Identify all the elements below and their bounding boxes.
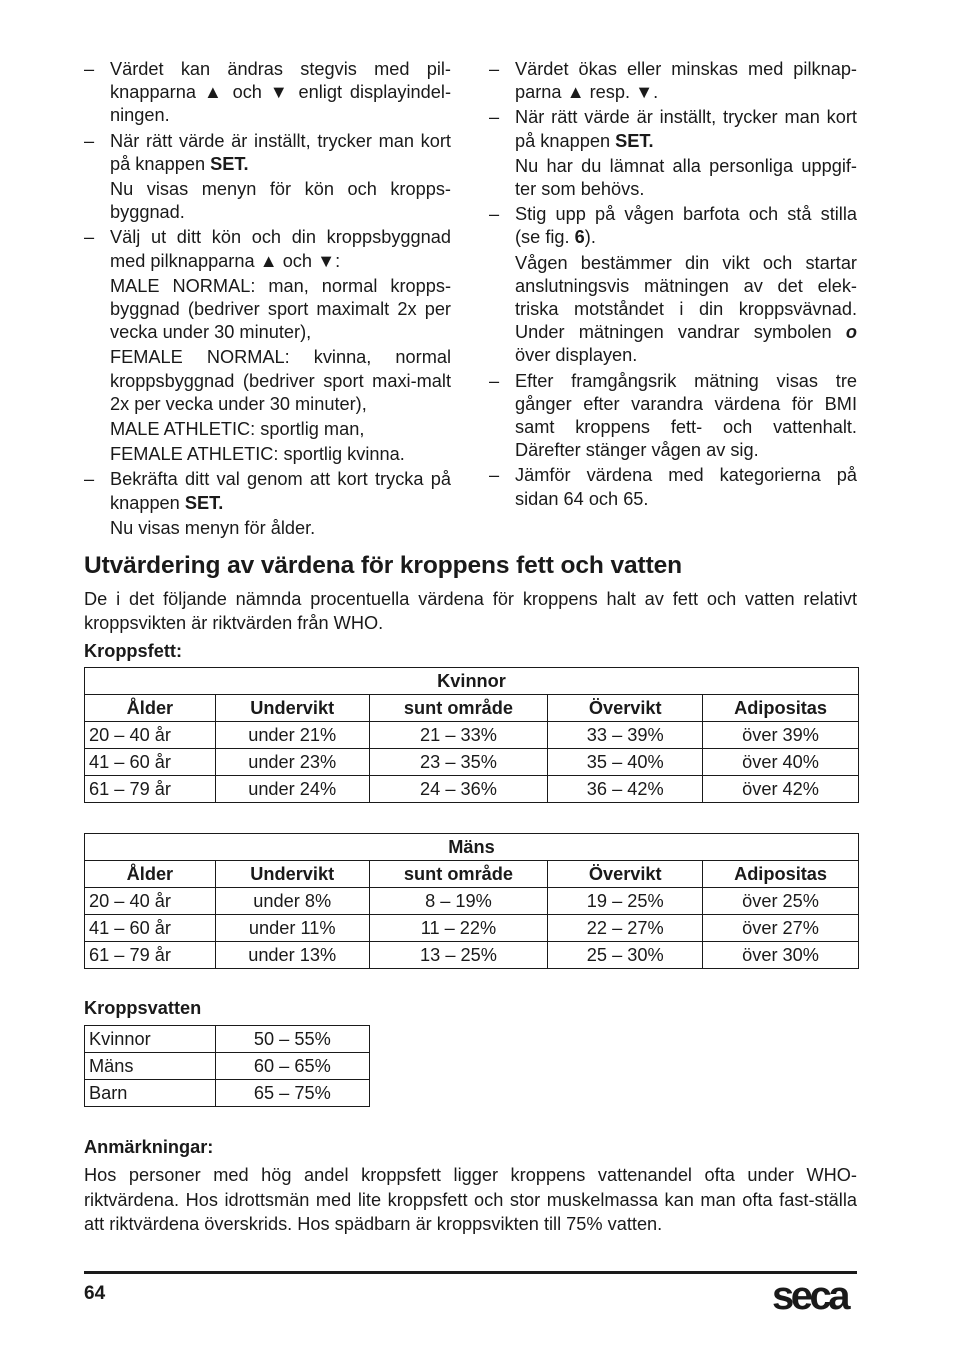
list-paragraph: Nu har du lämnat alla personliga uppgif-ter som behövs. [515,155,857,200]
col-header: sunt område [369,695,548,722]
table-cell: 41 – 60 år [85,749,216,776]
table-row [85,776,859,803]
table-cell: 21 – 33% [369,722,548,749]
table-cell: 41 – 60 år [85,915,216,942]
right-column [489,58,857,511]
table-cell: 61 – 79 år [85,942,216,969]
list-item: – Välj ut ditt kön och din kroppsbyggnad med pilknapparna ▲ och ▼: [84,226,451,272]
table-row [85,888,859,915]
list-item: – När rätt värde är inställt, trycker man kort på knappen SET. [489,106,857,152]
seca-logo: seca [772,1274,847,1318]
notes-label: Anmärkningar: [84,1137,214,1157]
table-cell: under 21% [215,722,369,749]
table-cell: under 23% [215,749,369,776]
list-item: – Jämför värdena med kategorierna på sidan 64 och 65. [489,464,857,510]
table-cell: 8 – 19% [369,888,548,915]
table-cell: 33 – 39% [548,722,703,749]
table-cell: Barn [85,1080,216,1107]
table-cell: 22 – 27% [548,915,703,942]
table-cell: 23 – 35% [369,749,548,776]
table-cell: över 40% [703,749,859,776]
col-header: Ålder [85,861,216,888]
page-number: 64 [84,1283,106,1304]
men-table-title: Mäns [85,834,859,861]
table-cell: under 24% [215,776,369,803]
list-paragraph: FEMALE ATHLETIC: sportlig kvinna. [110,444,405,465]
col-header: sunt område [369,861,548,888]
list-item: – När rätt värde är inställt, trycker man kort på knappen SET. [84,130,451,176]
table-cell: 61 – 79 år [85,776,216,803]
table-row [85,1053,370,1080]
table-cell: 19 – 25% [548,888,703,915]
table-cell: över 27% [703,915,859,942]
table-row [85,749,859,776]
list-item: – Värdet kan ändras stegvis med pil-knapparna ▲ och ▼ enligt displayindel-ningen. [84,58,451,128]
table-row [85,915,859,942]
table-cell: 11 – 22% [369,915,548,942]
col-header: Ålder [85,695,216,722]
table-cell: under 11% [215,915,369,942]
table-cell: under 8% [215,888,369,915]
water-table [84,1025,370,1107]
kroppsvatten-label: Kroppsvatten [84,998,202,1018]
women-header-row [85,695,859,722]
table-cell: Kvinnor [85,1026,216,1053]
left-column [84,58,451,540]
table-cell: 20 – 40 år [85,888,216,915]
col-header: Adipositas [703,695,859,722]
table-row [85,942,859,969]
col-header: Undervikt [215,695,369,722]
list-paragraph: MALE NORMAL: man, normal kropps-byggnad (bedriver sport maximalt 2x per vecka under 30 minuter), [110,275,451,343]
bold-text: SET. [210,153,249,174]
list-item: – Värdet ökas eller minskas med pilknap-parna ▲ resp. ▼. [489,58,857,104]
col-header: Adipositas [703,861,859,888]
table-cell: 50 – 55% [215,1026,369,1053]
table-cell: 25 – 30% [548,942,703,969]
table-row [85,722,859,749]
footer-rule [84,1271,857,1274]
list-item: – Stig upp på vågen barfota och stå stilla (se fig. 6). [489,203,857,249]
table-cell: 36 – 42% [548,776,703,803]
list-paragraph: FEMALE NORMAL: kvinna, normal kroppsbyggnad (bedriver sport maxi-malt 2x per vecka under 30 minuter), [110,347,451,414]
table-cell: över 39% [703,722,859,749]
women-table-title: Kvinnor [85,668,859,695]
list-paragraph: Nu visas menyn för ålder. [110,517,316,538]
measurement-symbol-icon: o [845,322,857,343]
list-paragraph: Vågen bestämmer din vikt och startar anslutningsvis mätningen av det elek-triska motståndet i din kroppsvävnad. Under mätningen vandrar symbolen o över displayen. [515,252,857,366]
list-paragraph: MALE ATHLETIC: sportlig man, [110,419,365,440]
list-item: – Efter framgångsrik mätning visas tre gånger efter varandra värdena för BMI samt kroppens fett- och vattenhalt. Därefter stänger vågen av sig. [489,370,857,463]
table-cell: under 13% [215,942,369,969]
intro-text: De i det följande nämnda procentuella värdena för kroppens halt av fett och vatten relativt kroppsvikten är riktvärden från WHO. [84,589,857,633]
table-cell: 13 – 25% [369,942,548,969]
list-item: – Bekräfta ditt val genom att kort trycka på knappen SET. [84,468,451,514]
col-header: Övervikt [548,695,703,722]
table-cell: över 42% [703,776,859,803]
table-row [85,1080,370,1107]
bold-text: SET. [184,492,224,513]
col-header: Övervikt [548,861,703,888]
table-row [85,1026,370,1053]
table-cell: över 30% [703,942,859,969]
notes-text: Hos personer med hög andel kroppsfett ligger kroppens vattenandel ofta under WHO-riktvärdena. Hos idrottsmän med lite kroppsfett och stor muskelmassa kan man ofta fast-ställa att riktvärdena överskrids. Hos spädbarn är kroppsvikten till 75% vatten. [84,1165,857,1234]
men-fat-table [84,833,859,969]
table-cell: 24 – 36% [369,776,548,803]
table-cell: 20 – 40 år [85,722,216,749]
women-fat-table [84,667,859,803]
men-header-row [85,861,859,888]
table-cell: över 25% [703,888,859,915]
list-paragraph: Nu visas menyn för kön och kropps-byggnad. [110,179,451,223]
table-cell: 65 – 75% [215,1080,369,1107]
col-header: Undervikt [215,861,369,888]
kroppsfett-label: Kroppsfett: [84,641,182,661]
table-cell: 35 – 40% [548,749,703,776]
bold-text: SET. [615,130,654,151]
table-cell: 60 – 65% [215,1053,369,1080]
section-heading: Utvärdering av värdena för kroppens fett och vatten [84,552,683,579]
bold-text: 6 [574,227,585,248]
table-cell: Mäns [85,1053,216,1080]
